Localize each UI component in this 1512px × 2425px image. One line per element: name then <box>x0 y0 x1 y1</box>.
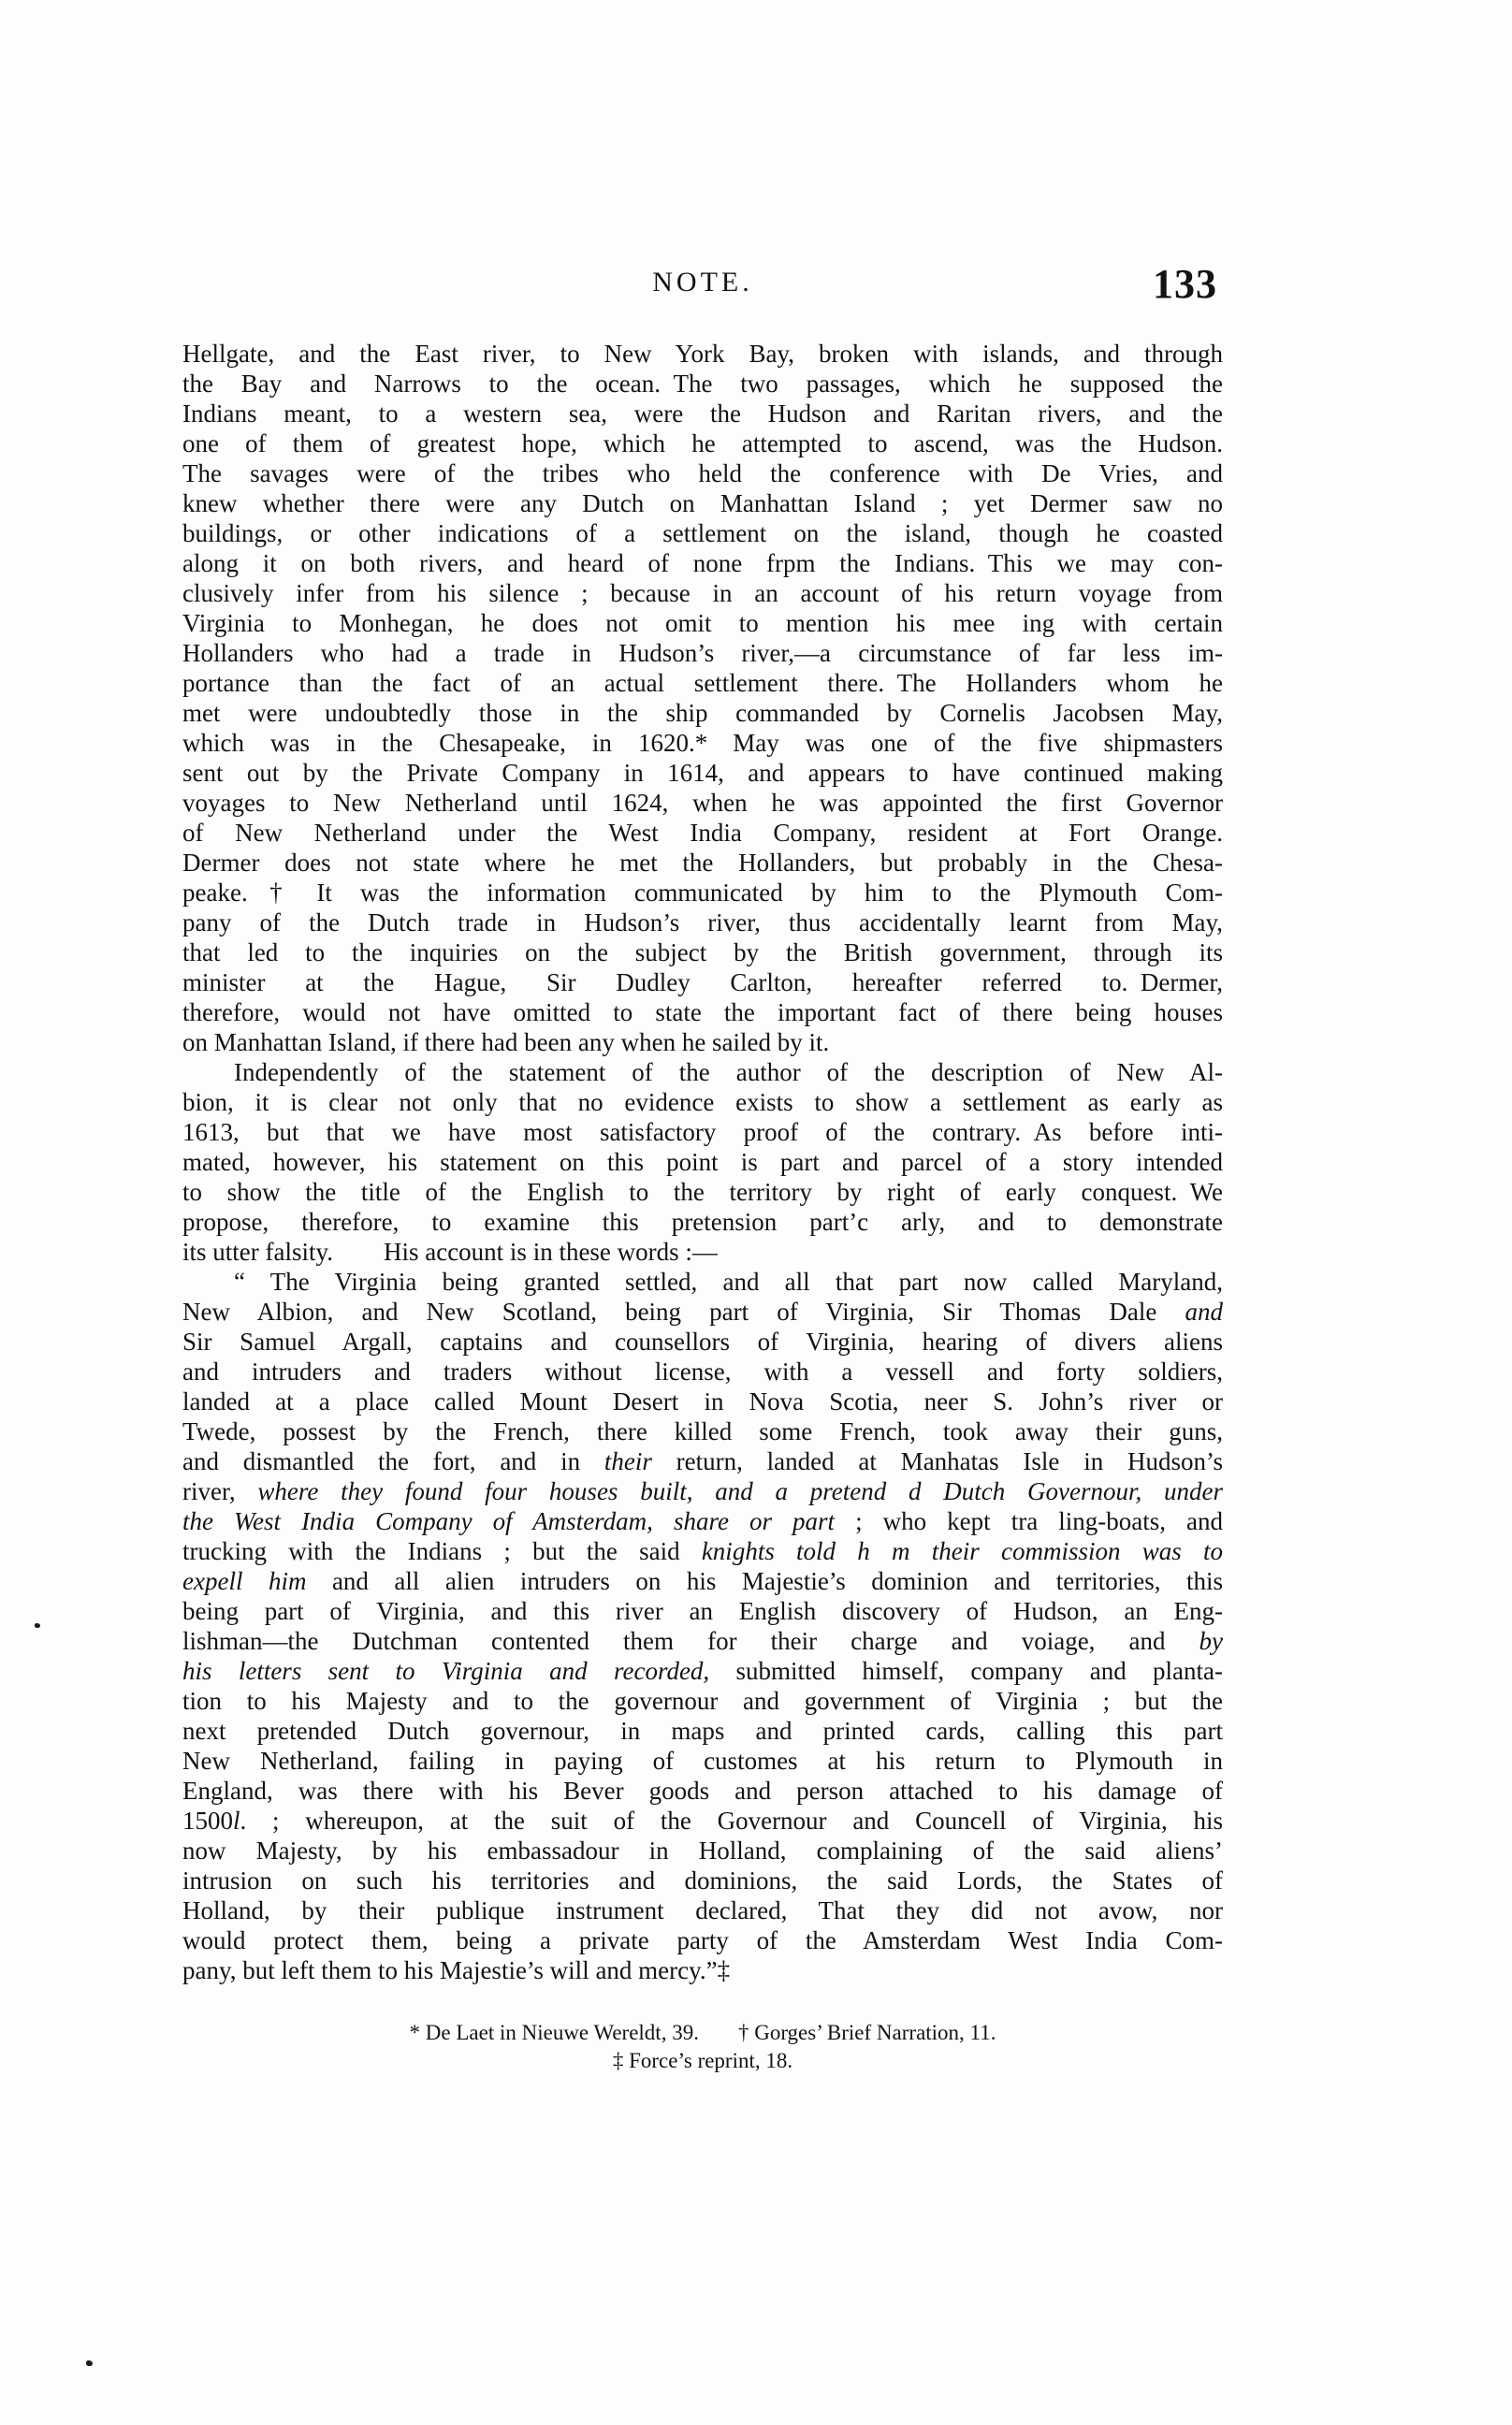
text-line <box>182 997 1223 1027</box>
italic-text-segment: and <box>1185 1298 1223 1326</box>
text-line <box>182 488 1223 518</box>
text-line <box>182 1656 1223 1686</box>
text-segment: mated, however, his statement on this point is part and parcel of a story intended <box>182 1148 1223 1176</box>
text-segment: Virginia to Monhegan, he does not omit to mention his mee ing with certain <box>182 609 1223 637</box>
text-line <box>182 1327 1223 1357</box>
text-segment: knew whether there were any Dutch on Manhattan Island ; yet Dermer saw no <box>182 489 1223 517</box>
text-segment: being part of Virginia, and this river an English discovery of Hudson, an Eng- <box>182 1597 1223 1625</box>
text-segment: and all alien intruders on his Majestie’s dominion and territories, this <box>306 1567 1223 1595</box>
text-line <box>182 1895 1223 1925</box>
text-segment: minister at the Hague, Sir Dudley Carlton, hereafter referred to. Dermer, <box>182 968 1223 996</box>
text-line <box>182 608 1223 638</box>
paragraph <box>182 339 1223 1057</box>
text-line <box>182 1027 1223 1057</box>
text-segment: 1500 <box>182 1807 233 1835</box>
footnote-force: ‡ Force’s reprint, 18. <box>612 2049 793 2072</box>
text-line <box>182 1836 1223 1866</box>
footnote-line <box>182 2019 1223 2047</box>
paragraph <box>182 1267 1223 1985</box>
italic-text-segment: by <box>1199 1627 1223 1655</box>
text-segment: pany of the Dutch trade in Hudson’s river, thus accidentally learnt from May, <box>182 908 1223 937</box>
text-segment: one of them of greatest hope, which he attempted to ascend, was the Hudson. <box>182 429 1223 457</box>
running-title: NOTE. <box>652 267 753 298</box>
text-line <box>182 1357 1223 1387</box>
text-segment: Dermer does not state where he met the Hollanders, but probably in the Chesa- <box>182 849 1223 877</box>
text-segment: the Bay and Narrows to the ocean. The two passages, which he supposed the <box>182 370 1223 398</box>
text-line <box>182 1207 1223 1237</box>
text-segment: that led to the inquiries on the subject by the British government, through its <box>182 938 1223 966</box>
text-segment: landed at a place called Mount Desert in Nova Scotia, neer S. John’s river or <box>182 1387 1223 1416</box>
text-line <box>182 1806 1223 1836</box>
text-line <box>182 638 1223 668</box>
text-segment: portance than the fact of an actual settlement there. The Hollanders whom he <box>182 669 1223 697</box>
text-segment: “ The Virginia being granted settled, and all that part now called Maryland, <box>234 1268 1223 1296</box>
text-line <box>182 967 1223 997</box>
text-segment: propose, therefore, to examine this pretension part’c arly, and to demonstrate <box>182 1208 1223 1236</box>
text-line <box>182 1925 1223 1955</box>
text-line <box>182 548 1223 578</box>
text-segment: The savages were of the tribes who held the conference with De Vries, and <box>182 459 1223 487</box>
text-segment: of New Netherland under the West India Company, resident at Fort Orange. <box>182 819 1223 847</box>
text-line <box>182 1776 1223 1806</box>
text-segment: Sir Samuel Argall, captains and counsellors of Virginia, hearing of divers aliens <box>182 1328 1223 1356</box>
text-line <box>182 1596 1223 1626</box>
text-segment: and dismantled the fort, and in <box>182 1447 604 1475</box>
text-line <box>182 698 1223 728</box>
text-segment: to show the title of the English to the territory by right of early conquest. We <box>182 1178 1223 1206</box>
text-line <box>182 1716 1223 1746</box>
text-line <box>182 908 1223 937</box>
text-segment: England, was there with his Bever goods and person attached to his damage of <box>182 1777 1223 1805</box>
italic-text-segment: where they found four houses built, and a pretend d Dutch Governour, under <box>257 1477 1223 1505</box>
text-line <box>182 1147 1223 1177</box>
text-segment: its utter falsity. His account is in these words :— <box>182 1238 718 1266</box>
text-segment: met were undoubtedly those in the ship commanded by Cornelis Jacobsen May, <box>182 699 1223 727</box>
page-header <box>182 260 1223 307</box>
text-line <box>182 1536 1223 1566</box>
text-line <box>182 1476 1223 1506</box>
text-segment: on Manhattan Island, if there had been any when he sailed by it. <box>182 1028 830 1056</box>
italic-text-segment: his letters sent to Virginia and recorded, <box>182 1657 710 1685</box>
text-segment: clusively infer from his silence ; because in an account of his return voyage from <box>182 579 1223 607</box>
footnote-delaet: * De Laet in Nieuwe Wereldt, 39. <box>409 2021 699 2044</box>
text-line <box>182 1955 1223 1985</box>
text-line <box>182 1866 1223 1895</box>
text-segment: now Majesty, by his embassadour in Holland, complaining of the said aliens’ <box>182 1837 1223 1865</box>
page-number: 133 <box>1153 261 1217 307</box>
text-line <box>182 369 1223 399</box>
text-line <box>182 937 1223 967</box>
text-line <box>182 728 1223 758</box>
text-segment: Hollanders who had a trade in Hudson’s river,—a circumstance of far less im- <box>182 639 1223 667</box>
italic-text-segment: expell him <box>182 1567 307 1595</box>
text-line <box>182 1087 1223 1117</box>
text-line <box>182 1416 1223 1446</box>
text-line <box>182 1177 1223 1207</box>
text-segment: therefore, would not have omitted to state the important fact of there being houses <box>182 998 1223 1026</box>
text-line <box>182 878 1223 908</box>
text-line <box>182 1057 1223 1087</box>
text-line <box>182 428 1223 458</box>
text-line <box>182 848 1223 878</box>
text-segment: and intruders and traders without license, with a vessell and forty soldiers, <box>182 1358 1223 1386</box>
text-segment: intrusion on such his territories and dominions, the said Lords, the States of <box>182 1866 1223 1895</box>
text-segment: . ; whereupon, at the suit of the Governour and Councell of Virginia, his <box>240 1807 1223 1835</box>
text-segment: lishman—the Dutchman contented them for their charge and voiage, and <box>182 1627 1199 1655</box>
text-segment: peake.† It was the information communicated by him to the Plymouth Com- <box>182 879 1223 907</box>
footnote-line <box>182 2047 1223 2075</box>
text-segment: trucking with the Indians ; but the said <box>182 1537 702 1565</box>
body-text <box>182 339 1223 1985</box>
text-segment: submitted himself, company and planta- <box>709 1657 1223 1685</box>
text-segment: ; who kept tra ling-boats, and <box>835 1507 1223 1535</box>
text-line <box>182 1387 1223 1416</box>
text-line <box>182 668 1223 698</box>
text-line <box>182 1297 1223 1327</box>
text-line <box>182 1626 1223 1656</box>
text-line <box>182 1746 1223 1776</box>
text-segment: bion, it is clear not only that no evidence exists to show a settlement as early as <box>182 1088 1223 1116</box>
text-line <box>182 758 1223 788</box>
text-line <box>182 1446 1223 1476</box>
text-line <box>182 1686 1223 1716</box>
text-segment: Independently of the statement of the author of the description of New Al- <box>234 1058 1223 1086</box>
italic-text-segment: knights told h m their commission was to <box>701 1537 1223 1565</box>
text-line <box>182 399 1223 428</box>
footnote-gorges: † Gorges’ Brief Narration, 11. <box>737 2021 996 2044</box>
text-segment: New Albion, and New Scotland, being part of Virginia, Sir Thomas Dale <box>182 1298 1185 1326</box>
ink-speck <box>86 2360 93 2366</box>
text-line <box>182 339 1223 369</box>
italic-text-segment: the West India Company of Amsterdam, share or part <box>182 1507 836 1535</box>
paragraph <box>182 1057 1223 1267</box>
text-segment: Holland, by their publique instrument declared, That they did not avow, nor <box>182 1896 1223 1924</box>
text-segment: Hellgate, and the East river, to New York Bay, broken with islands, and through <box>182 340 1223 368</box>
text-segment: next pretended Dutch governour, in maps and printed cards, calling this part <box>182 1717 1223 1745</box>
text-line <box>182 1566 1223 1596</box>
text-segment: river, <box>182 1477 258 1505</box>
text-line <box>182 1237 1223 1267</box>
text-line <box>182 818 1223 848</box>
text-segment: 1613, but that we have most satisfactory proof of the contrary. As before inti- <box>182 1118 1223 1146</box>
text-line <box>182 518 1223 548</box>
text-segment: Indians meant, to a western sea, were the Hudson and Raritan rivers, and the <box>182 399 1223 428</box>
text-segment: buildings, or other indications of a settlement on the island, though he coasted <box>182 519 1223 547</box>
text-segment: sent out by the Private Company in 1614, and appears to have continued making <box>182 759 1223 787</box>
text-line <box>182 1506 1223 1536</box>
footnotes <box>182 2019 1223 2075</box>
italic-text-segment: their <box>603 1447 652 1475</box>
text-segment: along it on both rivers, and heard of none frpm the Indians. This we may con- <box>182 549 1223 577</box>
text-segment: pany, but left them to his Majestie’s will and mercy.”‡ <box>182 1956 731 1984</box>
text-line <box>182 578 1223 608</box>
text-segment: tion to his Majesty and to the governour and government of Virginia ; but the <box>182 1687 1223 1715</box>
italic-text-segment: l <box>233 1807 240 1835</box>
text-line <box>182 788 1223 818</box>
text-segment: voyages to New Netherland until 1624, when he was appointed the first Governor <box>182 789 1223 817</box>
text-line <box>182 1117 1223 1147</box>
text-segment: New Netherland, failing in paying of customes at his return to Plymouth in <box>182 1747 1223 1775</box>
text-segment: would protect them, being a private party of the Amsterdam West India Com- <box>182 1926 1223 1954</box>
text-segment: return, landed at Manhatas Isle in Hudson’s <box>651 1447 1223 1475</box>
text-segment: which was in the Chesapeake, in 1620.* May was one of the five shipmasters <box>182 729 1223 757</box>
ink-speck <box>35 1623 40 1628</box>
text-line <box>182 458 1223 488</box>
text-segment: Twede, possest by the French, there killed some French, took away their guns, <box>182 1417 1223 1445</box>
text-line <box>182 1267 1223 1297</box>
